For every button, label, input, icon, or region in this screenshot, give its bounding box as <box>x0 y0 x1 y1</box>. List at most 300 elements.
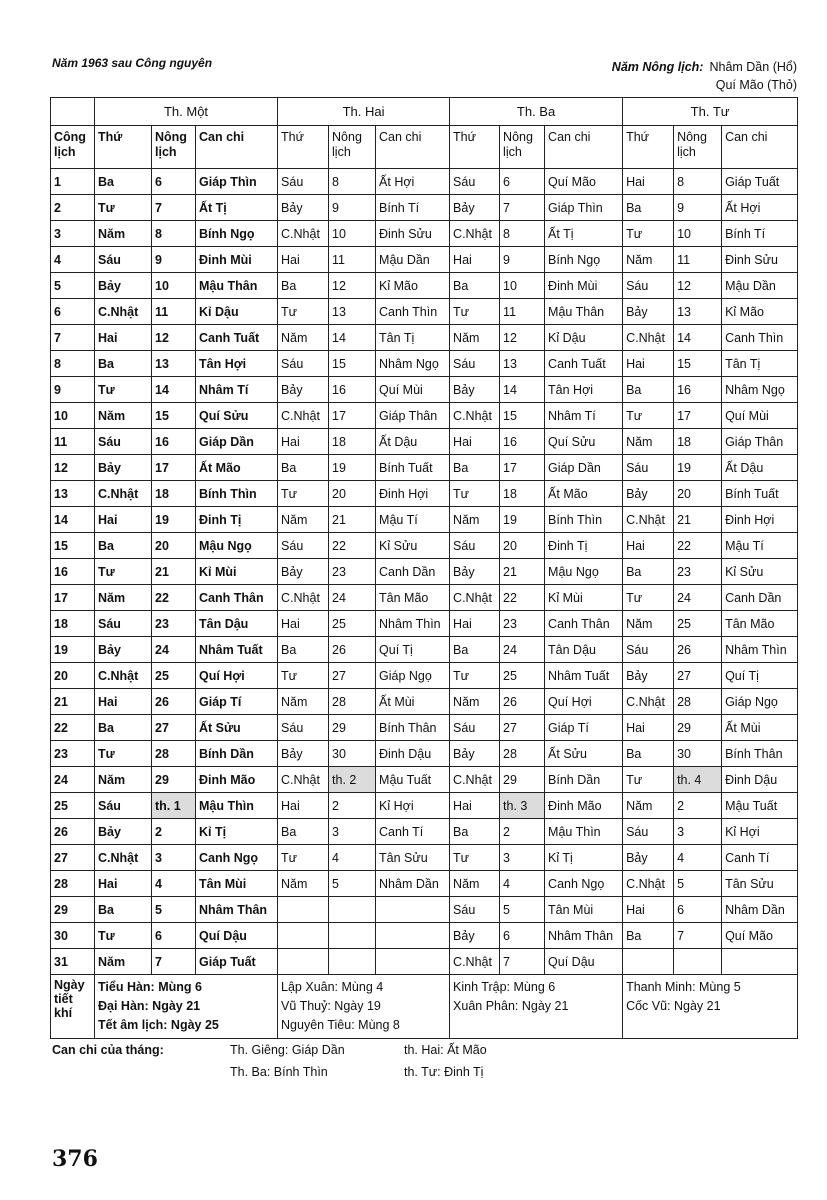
weekday-cell: C.Nhật <box>95 663 152 689</box>
weekday-cell: Ba <box>450 455 500 481</box>
lunar-date-cell: 10 <box>674 221 722 247</box>
lunar-date-cell: 11 <box>329 247 376 273</box>
can-chi-cell: Tân Sửu <box>376 845 450 871</box>
table-row <box>51 663 798 689</box>
weekday-cell: Tư <box>278 845 329 871</box>
lunar-date-cell: 29 <box>674 715 722 741</box>
lunar-date-cell: 14 <box>329 325 376 351</box>
table-row <box>51 533 798 559</box>
can-chi-cell: Quí Mão <box>545 169 623 195</box>
solar-date-cell: 28 <box>51 871 95 897</box>
weekday-cell: Tư <box>623 403 674 429</box>
can-chi-cell: Bính Thìn <box>196 481 278 507</box>
weekday-cell: Bảy <box>623 663 674 689</box>
table-row <box>51 299 798 325</box>
table-row <box>51 689 798 715</box>
can-chi-cell: Tân Mão <box>376 585 450 611</box>
lunar-date-cell: 22 <box>674 533 722 559</box>
can-chi-cell: Kỉ Tị <box>196 819 278 845</box>
weekday-cell: Ba <box>623 741 674 767</box>
weekday-cell: Hai <box>278 793 329 819</box>
solar-date-cell: 11 <box>51 429 95 455</box>
lunar-date-cell: 10 <box>329 221 376 247</box>
page-number: 376 <box>52 1146 98 1172</box>
lunar-date-cell: 6 <box>674 897 722 923</box>
lunar-date-cell: 5 <box>500 897 545 923</box>
month-header: Th. Tư <box>623 98 798 126</box>
lunar-date-cell: 7 <box>500 949 545 975</box>
can-chi-cell: Nhâm Ngọ <box>722 377 798 403</box>
month-header: Th. Ba <box>450 98 623 126</box>
page-header-left: Năm 1963 sau Công nguyên <box>52 56 213 70</box>
can-chi-cell: Tân Sửu <box>722 871 798 897</box>
lunar-date-cell: 9 <box>329 195 376 221</box>
weekday-cell: Năm <box>95 585 152 611</box>
weekday-cell: Sáu <box>278 715 329 741</box>
lunar-date-cell: 27 <box>500 715 545 741</box>
lunar-date-cell: 15 <box>500 403 545 429</box>
lunar-date-cell: th. 3 <box>500 793 545 819</box>
lunar-date-cell: 17 <box>329 403 376 429</box>
can-chi-cell: Quí Sửu <box>545 429 623 455</box>
weekday-cell: Bảy <box>623 845 674 871</box>
weekday-cell: Năm <box>278 325 329 351</box>
lunar-date-cell: 10 <box>500 273 545 299</box>
lunar-date-cell: 22 <box>500 585 545 611</box>
lunar-date-cell: 24 <box>329 585 376 611</box>
lunar-date-cell: 3 <box>674 819 722 845</box>
weekday-header: Thứ <box>95 126 152 169</box>
lunar-date-cell: 25 <box>674 611 722 637</box>
weekday-cell: Ba <box>450 637 500 663</box>
weekday-cell: Tư <box>95 559 152 585</box>
can-chi-cell: Kỉ Mão <box>722 299 798 325</box>
lunar-date-cell <box>674 949 722 975</box>
solar-date-cell: 6 <box>51 299 95 325</box>
weekday-cell: Sáu <box>623 819 674 845</box>
solar-term: Tết âm lịch: Ngày 25 <box>98 1018 219 1032</box>
lunar-date-cell: 12 <box>329 273 376 299</box>
corner-cell <box>51 98 95 126</box>
can-chi-cell: Bính Ngọ <box>196 221 278 247</box>
can-chi-cell: Mậu Dần <box>376 247 450 273</box>
weekday-cell: Bảy <box>450 195 500 221</box>
weekday-cell: Ba <box>623 923 674 949</box>
table-row <box>51 429 798 455</box>
weekday-cell: Năm <box>623 429 674 455</box>
page-header-right <box>612 58 797 94</box>
lunar-date-cell: 29 <box>329 715 376 741</box>
lunar-date-cell: 18 <box>674 429 722 455</box>
lunar-date-cell: 9 <box>152 247 196 273</box>
table-row <box>51 897 798 923</box>
lunar-date-cell: 4 <box>329 845 376 871</box>
solar-date-cell: 14 <box>51 507 95 533</box>
lunar-date-cell: 17 <box>500 455 545 481</box>
can-chi-cell: Canh Ngọ <box>545 871 623 897</box>
month-header: Th. Hai <box>278 98 450 126</box>
can-chi-cell: Quí Sửu <box>196 403 278 429</box>
can-chi-cell: Canh Tuất <box>196 325 278 351</box>
solar-date-cell: 17 <box>51 585 95 611</box>
table-row <box>51 221 798 247</box>
lunar-date-cell: 24 <box>500 637 545 663</box>
lunar-date-cell: 18 <box>500 481 545 507</box>
lunar-date-cell: 12 <box>674 273 722 299</box>
can-chi-cell: Bính Ngọ <box>545 247 623 273</box>
weekday-cell: Hai <box>623 715 674 741</box>
weekday-cell: Tư <box>278 481 329 507</box>
solar-date-cell: 19 <box>51 637 95 663</box>
solar-date-cell: 3 <box>51 221 95 247</box>
weekday-cell: Ba <box>278 637 329 663</box>
table-row <box>51 351 798 377</box>
weekday-cell: Tư <box>95 741 152 767</box>
month-header: Th. Một <box>95 98 278 126</box>
solar-term: Vũ Thuỷ: Ngày 19 <box>281 999 381 1013</box>
weekday-cell: Hai <box>450 793 500 819</box>
can-chi-cell: Kỉ Tị <box>545 845 623 871</box>
can-chi-cell: Tân Hợi <box>545 377 623 403</box>
lunar-date-cell: 8 <box>674 169 722 195</box>
can-chi-cell: Mậu Dần <box>722 273 798 299</box>
solar-date-cell: 12 <box>51 455 95 481</box>
lunar-date-cell: 15 <box>152 403 196 429</box>
weekday-cell: Bảy <box>623 481 674 507</box>
can-chi-cell: Đinh Mão <box>545 793 623 819</box>
weekday-cell: Ba <box>95 351 152 377</box>
can-chi-cell: Đinh Dậu <box>376 741 450 767</box>
lunar-date-cell: 22 <box>152 585 196 611</box>
solar-term: Lập Xuân: Mùng 4 <box>281 980 384 994</box>
can-chi-cell: Đinh Mùi <box>196 247 278 273</box>
weekday-cell: Ba <box>95 897 152 923</box>
weekday-cell: C.Nhật <box>278 767 329 793</box>
solar-date-cell: 16 <box>51 559 95 585</box>
table-row <box>51 949 798 975</box>
can-chi-cell: Ất Hợi <box>722 195 798 221</box>
table-row <box>51 247 798 273</box>
can-chi-cell: Bính Thân <box>722 741 798 767</box>
can-chi-cell: Bính Thìn <box>545 507 623 533</box>
table-row <box>51 455 798 481</box>
solar-date-cell: 5 <box>51 273 95 299</box>
lunar-date-cell: 6 <box>500 169 545 195</box>
can-chi-cell: Mậu Thìn <box>196 793 278 819</box>
lunar-date-cell: 7 <box>500 195 545 221</box>
can-chi-cell: Bính Tí <box>376 195 450 221</box>
weekday-cell: Sáu <box>450 533 500 559</box>
can-chi-cell: Bính Dần <box>545 767 623 793</box>
lunar-date-cell: 2 <box>500 819 545 845</box>
lunar-date-cell: 26 <box>674 637 722 663</box>
can-chi-header: Can chi <box>545 126 623 169</box>
table-row <box>51 273 798 299</box>
can-chi-cell: Giáp Tí <box>545 715 623 741</box>
can-chi-cell: Đinh Tị <box>196 507 278 533</box>
weekday-cell: Hai <box>95 507 152 533</box>
weekday-cell: Năm <box>450 325 500 351</box>
can-chi-cell: Quí Mùi <box>376 377 450 403</box>
lunar-date-cell: th. 2 <box>329 767 376 793</box>
can-chi-cell: Mậu Tí <box>376 507 450 533</box>
can-chi-cell: Nhâm Thân <box>545 923 623 949</box>
can-chi-cell: Nhâm Tuất <box>196 637 278 663</box>
weekday-cell: C.Nhật <box>450 221 500 247</box>
can-chi-cell: Ất Mùi <box>722 715 798 741</box>
can-chi-cell: Đinh Mùi <box>545 273 623 299</box>
lunar-date-cell: 13 <box>152 351 196 377</box>
weekday-cell: Hai <box>623 897 674 923</box>
can-chi-cell: Kỉ Sửu <box>376 533 450 559</box>
can-chi-cell: Tân Hợi <box>196 351 278 377</box>
weekday-cell: Bảy <box>278 741 329 767</box>
lunar-date-cell: 4 <box>152 871 196 897</box>
weekday-cell <box>278 923 329 949</box>
can-chi-cell: Giáp Ngọ <box>376 663 450 689</box>
solar-date-cell: 18 <box>51 611 95 637</box>
weekday-cell: Hai <box>278 247 329 273</box>
table-row <box>51 507 798 533</box>
weekday-cell: Tư <box>450 299 500 325</box>
can-chi-cell: Đinh Hợi <box>722 507 798 533</box>
weekday-cell: C.Nhật <box>450 585 500 611</box>
weekday-cell: Ba <box>623 195 674 221</box>
solar-date-cell: 26 <box>51 819 95 845</box>
weekday-cell: Năm <box>95 403 152 429</box>
can-chi-cell: Quí Tị <box>722 663 798 689</box>
weekday-cell: Bảy <box>278 377 329 403</box>
lunar-date-cell: 7 <box>674 923 722 949</box>
can-chi-cell: Giáp Ngọ <box>722 689 798 715</box>
weekday-cell: Ba <box>450 819 500 845</box>
weekday-cell: Tư <box>95 377 152 403</box>
can-chi-cell: Bính Dần <box>196 741 278 767</box>
weekday-cell: Hai <box>623 533 674 559</box>
month-can-chi-item: Th. Ba: Bính Thìn <box>230 1065 328 1079</box>
can-chi-cell: Canh Tí <box>376 819 450 845</box>
weekday-cell: Sáu <box>278 351 329 377</box>
lunar-date-cell: 19 <box>674 455 722 481</box>
weekday-cell: Bảy <box>95 273 152 299</box>
can-chi-cell: Ất Mùi <box>376 689 450 715</box>
lunar-date-cell: 20 <box>674 481 722 507</box>
lunar-date-cell: 5 <box>152 897 196 923</box>
weekday-cell: Hai <box>450 611 500 637</box>
can-chi-cell: Mậu Tuất <box>722 793 798 819</box>
can-chi-cell: Giáp Dần <box>196 429 278 455</box>
lunar-date-cell: 16 <box>152 429 196 455</box>
can-chi-cell: Tân Mùi <box>196 871 278 897</box>
can-chi-cell: Đinh Sửu <box>376 221 450 247</box>
weekday-cell: Năm <box>278 689 329 715</box>
can-chi-cell: Quí Dậu <box>545 949 623 975</box>
can-chi-cell: Giáp Tuất <box>196 949 278 975</box>
lunar-date-cell: 11 <box>674 247 722 273</box>
lunar-date-header: Nông lịch <box>500 126 545 169</box>
can-chi-cell: Tân Mùi <box>545 897 623 923</box>
solar-date-cell: 13 <box>51 481 95 507</box>
can-chi-cell: Ất Sửu <box>196 715 278 741</box>
weekday-cell: C.Nhật <box>623 507 674 533</box>
weekday-cell: C.Nhật <box>95 845 152 871</box>
can-chi-cell: Kỉ Mão <box>376 273 450 299</box>
can-chi-cell: Quí Mùi <box>722 403 798 429</box>
weekday-cell: C.Nhật <box>278 221 329 247</box>
lunar-date-cell: 13 <box>500 351 545 377</box>
lunar-year-line1: Nhâm Dần (Hổ) <box>709 60 797 74</box>
lunar-date-cell: 11 <box>500 299 545 325</box>
weekday-cell: Sáu <box>623 637 674 663</box>
lunar-date-cell: 17 <box>674 403 722 429</box>
lunar-date-cell: 18 <box>329 429 376 455</box>
lunar-date-cell: 19 <box>152 507 196 533</box>
weekday-cell: Năm <box>623 247 674 273</box>
lunar-date-cell: 17 <box>152 455 196 481</box>
lunar-date-cell: 16 <box>674 377 722 403</box>
solar-date-cell: 25 <box>51 793 95 819</box>
table-row <box>51 325 798 351</box>
weekday-cell: Năm <box>450 689 500 715</box>
can-chi-cell: Quí Tị <box>376 637 450 663</box>
weekday-cell: Hai <box>278 429 329 455</box>
weekday-cell: Ba <box>278 819 329 845</box>
table-row <box>51 611 798 637</box>
lunar-date-cell: 24 <box>152 637 196 663</box>
solar-date-cell: 7 <box>51 325 95 351</box>
lunar-date-cell: 8 <box>152 221 196 247</box>
can-chi-cell: Giáp Thân <box>376 403 450 429</box>
can-chi-cell: Canh Thân <box>196 585 278 611</box>
solar-terms-label: Ngày tiết khí <box>51 975 95 1039</box>
weekday-cell: Sáu <box>450 169 500 195</box>
solar-terms-month-3 <box>450 975 623 1039</box>
lunar-date-cell: 4 <box>500 871 545 897</box>
lunar-date-cell: 27 <box>152 715 196 741</box>
solar-date-cell: 1 <box>51 169 95 195</box>
can-chi-cell: Nhâm Tuất <box>545 663 623 689</box>
solar-date-cell: 20 <box>51 663 95 689</box>
lunar-date-cell: 18 <box>152 481 196 507</box>
can-chi-cell: Đinh Hợi <box>376 481 450 507</box>
lunar-date-cell: th. 1 <box>152 793 196 819</box>
solar-term: Cốc Vũ: Ngày 21 <box>626 999 721 1013</box>
can-chi-cell: Quí Hợi <box>196 663 278 689</box>
month-can-chi-item: th. Tư: Đinh Tị <box>404 1065 484 1079</box>
lunar-date-cell: 6 <box>500 923 545 949</box>
solar-term: Xuân Phân: Ngày 21 <box>453 999 569 1013</box>
weekday-cell: Ba <box>278 455 329 481</box>
weekday-cell: Ba <box>95 169 152 195</box>
can-chi-cell: Tân Tị <box>376 325 450 351</box>
weekday-cell: Hai <box>278 611 329 637</box>
solar-term: Đại Hàn: Ngày 21 <box>98 999 201 1013</box>
weekday-cell: Năm <box>278 507 329 533</box>
can-chi-cell: Mậu Tuất <box>376 767 450 793</box>
solar-date-cell: 22 <box>51 715 95 741</box>
weekday-cell <box>278 897 329 923</box>
weekday-cell: Năm <box>95 949 152 975</box>
can-chi-cell: Ất Tị <box>545 221 623 247</box>
can-chi-cell: Ất Dậu <box>722 455 798 481</box>
can-chi-cell: Kỉ Hợi <box>376 793 450 819</box>
weekday-cell: Tư <box>623 221 674 247</box>
can-chi-cell: Kỉ Mùi <box>196 559 278 585</box>
lunar-date-cell: 3 <box>500 845 545 871</box>
weekday-cell: C.Nhật <box>278 585 329 611</box>
weekday-header: Thứ <box>623 126 674 169</box>
weekday-cell: Bảy <box>278 559 329 585</box>
month-can-chi-item: Th. Giêng: Giáp Dần <box>230 1043 345 1057</box>
weekday-header: Thứ <box>450 126 500 169</box>
table-row <box>51 403 798 429</box>
lunar-date-cell: 2 <box>152 819 196 845</box>
can-chi-cell: Đinh Dậu <box>722 767 798 793</box>
lunar-date-cell: 12 <box>500 325 545 351</box>
weekday-cell: Hai <box>623 351 674 377</box>
weekday-cell: Bảy <box>450 377 500 403</box>
can-chi-cell: Tân Dậu <box>545 637 623 663</box>
solar-terms-month-4 <box>623 975 798 1039</box>
lunar-date-cell: 13 <box>329 299 376 325</box>
can-chi-cell: Giáp Tuất <box>722 169 798 195</box>
weekday-cell: Bảy <box>450 741 500 767</box>
lunar-date-cell: 23 <box>674 559 722 585</box>
weekday-cell: Năm <box>623 793 674 819</box>
weekday-cell: Bảy <box>95 455 152 481</box>
can-chi-cell: Giáp Dần <box>545 455 623 481</box>
can-chi-cell: Mậu Thân <box>545 299 623 325</box>
solar-terms-month-1 <box>95 975 278 1039</box>
lunar-date-cell: 21 <box>329 507 376 533</box>
solar-date-cell: 21 <box>51 689 95 715</box>
can-chi-cell <box>376 897 450 923</box>
weekday-cell: Hai <box>95 689 152 715</box>
table-row <box>51 767 798 793</box>
can-chi-cell: Bính Thân <box>376 715 450 741</box>
lunar-year-label: Năm Nông lịch: <box>611 60 704 74</box>
solar-date-cell: 31 <box>51 949 95 975</box>
weekday-cell: Sáu <box>623 273 674 299</box>
lunar-date-cell: 19 <box>500 507 545 533</box>
weekday-cell: Hai <box>450 429 500 455</box>
weekday-cell: Năm <box>450 871 500 897</box>
weekday-cell: Tư <box>450 481 500 507</box>
weekday-cell: Tư <box>278 663 329 689</box>
solar-date-cell: 27 <box>51 845 95 871</box>
lunar-date-cell: 26 <box>152 689 196 715</box>
weekday-cell: C.Nhật <box>450 949 500 975</box>
can-chi-cell: Nhâm Thìn <box>376 611 450 637</box>
weekday-cell: C.Nhật <box>450 403 500 429</box>
solar-date-cell: 24 <box>51 767 95 793</box>
weekday-cell: Sáu <box>95 793 152 819</box>
can-chi-cell: Mậu Ngọ <box>545 559 623 585</box>
lunar-date-cell: 27 <box>674 663 722 689</box>
can-chi-cell: Mậu Thìn <box>545 819 623 845</box>
weekday-cell: Tư <box>450 663 500 689</box>
can-chi-cell: Canh Thìn <box>376 299 450 325</box>
weekday-cell: Sáu <box>623 455 674 481</box>
lunar-date-cell: 2 <box>329 793 376 819</box>
can-chi-cell: Mậu Ngọ <box>196 533 278 559</box>
weekday-cell: Tư <box>95 923 152 949</box>
solar-date-header: Công lịch <box>51 126 95 169</box>
lunar-date-cell: 3 <box>152 845 196 871</box>
lunar-date-cell: 6 <box>152 923 196 949</box>
lunar-date-cell: 9 <box>500 247 545 273</box>
weekday-cell: Bảy <box>278 195 329 221</box>
